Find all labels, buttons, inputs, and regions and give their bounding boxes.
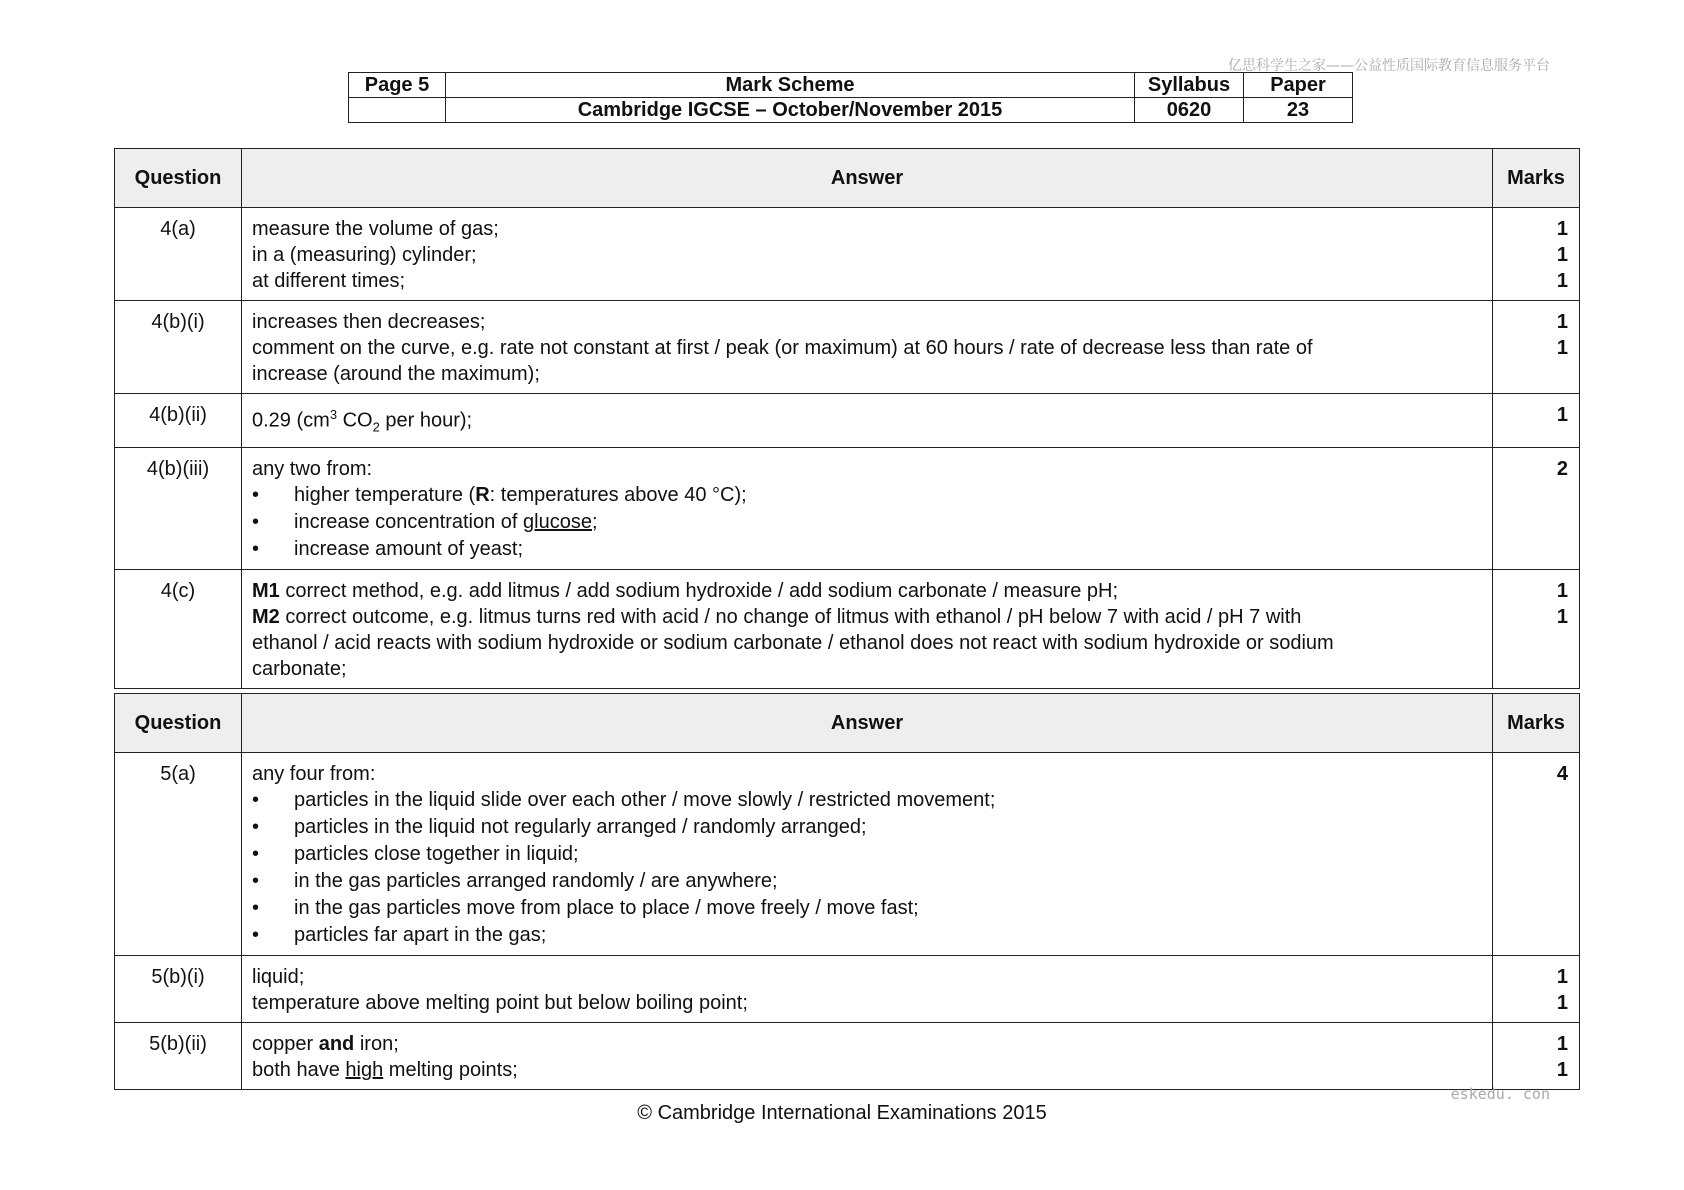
bullet-text: : temperatures above 40 °C); <box>489 483 747 506</box>
table-header-row <box>115 694 1580 753</box>
mark-scheme-table-q4 <box>114 148 1580 689</box>
marks-cell <box>1493 753 1580 956</box>
page-number: Page 5 <box>349 73 446 98</box>
copyright-footer: © Cambridge International Examinations 2015 <box>637 1102 1047 1124</box>
mark-value: 1 <box>1556 311 1568 333</box>
marks-cell <box>1493 447 1580 569</box>
answer-text: per hour); <box>379 409 473 432</box>
col-answer-header: Answer <box>242 694 1493 753</box>
bullet-item: • particles in the liquid not regularly arranged / randomly arranged; <box>252 814 1482 841</box>
answer-line: increase (around the maximum); <box>252 363 540 385</box>
answer-text: iron; <box>354 1033 399 1055</box>
answer-text: 0.29 (cm <box>252 409 330 432</box>
answer-line <box>252 1057 1482 1083</box>
m2-label: M2 <box>252 605 280 628</box>
table-row <box>115 569 1580 688</box>
answer-line: carbonate; <box>252 657 347 680</box>
question-number: 5(a) <box>115 753 242 956</box>
mark-value: 1 <box>1556 1059 1568 1081</box>
syllabus-code: 0620 <box>1135 98 1244 123</box>
bold-keyword: and <box>318 1033 355 1055</box>
answer-line: in a (measuring) cylinder; <box>252 244 477 266</box>
answer-line: measure the volume of gas; <box>252 218 499 240</box>
watermark-top: 亿思科学生之家——公益性质国际教育信息服务平台 <box>1228 58 1550 74</box>
mark-value: 1 <box>1556 605 1568 628</box>
answer-cell <box>242 301 1493 394</box>
answer-line: temperature above melting point but below boiling point; <box>252 992 748 1014</box>
question-number: 4(a) <box>115 208 242 301</box>
answer-cell <box>242 394 1493 448</box>
m1-label: M1 <box>252 579 280 602</box>
mark-value: 4 <box>1556 763 1568 785</box>
col-marks-header: Marks <box>1493 149 1580 208</box>
table-row <box>115 394 1580 448</box>
header-subtitle: Cambridge IGCSE – October/November 2015 <box>446 98 1135 123</box>
answer-text: copper <box>252 1033 319 1055</box>
question-number: 5(b)(i) <box>115 956 242 1023</box>
answer-line: ethanol / acid reacts with sodium hydroxide or sodium carbonate / ethanol does not react with sodium hydroxide or sodium <box>252 631 1334 654</box>
table-row <box>115 301 1580 394</box>
answer-text: both have <box>252 1059 346 1081</box>
table-row <box>115 447 1580 569</box>
answer-cell <box>242 569 1493 688</box>
subscript: 2 <box>372 419 380 435</box>
header-title: Mark Scheme <box>446 73 1135 98</box>
table-row <box>115 956 1580 1023</box>
mark-value: 1 <box>1556 404 1568 426</box>
mark-value: 1 <box>1556 218 1568 240</box>
mark-value: 1 <box>1556 1033 1568 1055</box>
mark-value: 1 <box>1556 966 1568 988</box>
mark-scheme-table-q5 <box>114 693 1580 1090</box>
col-question-header: Question <box>115 149 242 208</box>
table-row <box>115 208 1580 301</box>
underlined-keyword: glucose; <box>523 510 598 533</box>
question-number: 4(c) <box>115 569 242 688</box>
marks-cell <box>1493 394 1580 448</box>
syllabus-label: Syllabus <box>1135 73 1244 98</box>
underlined-keyword: high <box>345 1059 384 1081</box>
mark-value: 1 <box>1556 579 1568 602</box>
answer-line <box>252 604 1482 630</box>
mark-value: 1 <box>1556 270 1568 292</box>
question-number: 4(b)(i) <box>115 301 242 394</box>
document-header <box>348 72 1353 123</box>
question-number: 4(b)(iii) <box>115 447 242 569</box>
mark-value: 1 <box>1556 337 1568 359</box>
question-number: 5(b)(ii) <box>115 1023 242 1090</box>
header-blank-cell <box>349 98 446 123</box>
col-answer-header: Answer <box>242 149 1493 208</box>
marks-cell <box>1493 1023 1580 1090</box>
answer-intro: any four from: <box>252 763 376 785</box>
marks-cell <box>1493 208 1580 301</box>
bullet-text: increase concentration of <box>294 510 524 533</box>
bullet-text: higher temperature ( <box>294 483 476 506</box>
marks-cell <box>1493 956 1580 1023</box>
paper-label: Paper <box>1244 73 1353 98</box>
answer-line <box>252 1031 1482 1057</box>
bullet-item: • particles close together in liquid; <box>252 841 1482 868</box>
answer-cell <box>242 1023 1493 1090</box>
marks-cell <box>1493 569 1580 688</box>
answer-line: comment on the curve, e.g. rate not constant at first / peak (or maximum) at 60 hours / rate of decrease less than rate of <box>252 337 1313 359</box>
bullet-item: • in the gas particles arranged randomly / are anywhere; <box>252 868 1482 895</box>
watermark-bottom: eskedu. con <box>1450 1085 1550 1103</box>
bullet-item: • particles far apart in the gas; <box>252 922 1482 949</box>
answer-cell <box>242 753 1493 956</box>
table-row <box>115 1023 1580 1090</box>
mark-value: 1 <box>1556 992 1568 1014</box>
answer-intro: any two from: <box>252 457 373 480</box>
answer-text: melting points; <box>383 1059 518 1081</box>
superscript: 3 <box>329 407 338 422</box>
answer-text: CO <box>337 409 373 432</box>
mark-value: 1 <box>1556 244 1568 266</box>
reject-marker: R <box>475 483 490 506</box>
answer-cell <box>242 447 1493 569</box>
marks-cell <box>1493 301 1580 394</box>
answer-line <box>252 578 1482 604</box>
bullet-item: • in the gas particles move from place to place / move freely / move fast; <box>252 895 1482 922</box>
answer-line: at different times; <box>252 270 406 292</box>
bullet-item <box>252 482 1482 509</box>
bullet-item: • particles in the liquid slide over each other / move slowly / restricted movement; <box>252 787 1482 814</box>
answer-cell <box>242 956 1493 1023</box>
col-question-header: Question <box>115 694 242 753</box>
mark-value: 2 <box>1556 457 1568 480</box>
answer-line: increases then decreases; <box>252 311 486 333</box>
question-number: 4(b)(ii) <box>115 394 242 448</box>
m1-text: correct method, e.g. add litmus / add sodium hydroxide / add sodium carbonate / measure pH; <box>279 579 1119 602</box>
answer-cell <box>242 208 1493 301</box>
answer-line: liquid; <box>252 966 305 988</box>
bullet-item <box>252 509 1482 536</box>
table-row <box>115 753 1580 956</box>
table-header-row <box>115 149 1580 208</box>
m2-text: correct outcome, e.g. litmus turns red with acid / no change of litmus with ethanol / pH below 7 with acid / pH 7 with <box>279 605 1302 628</box>
col-marks-header: Marks <box>1493 694 1580 753</box>
bullet-item: • increase amount of yeast; <box>252 536 1482 563</box>
paper-number: 23 <box>1244 98 1353 123</box>
